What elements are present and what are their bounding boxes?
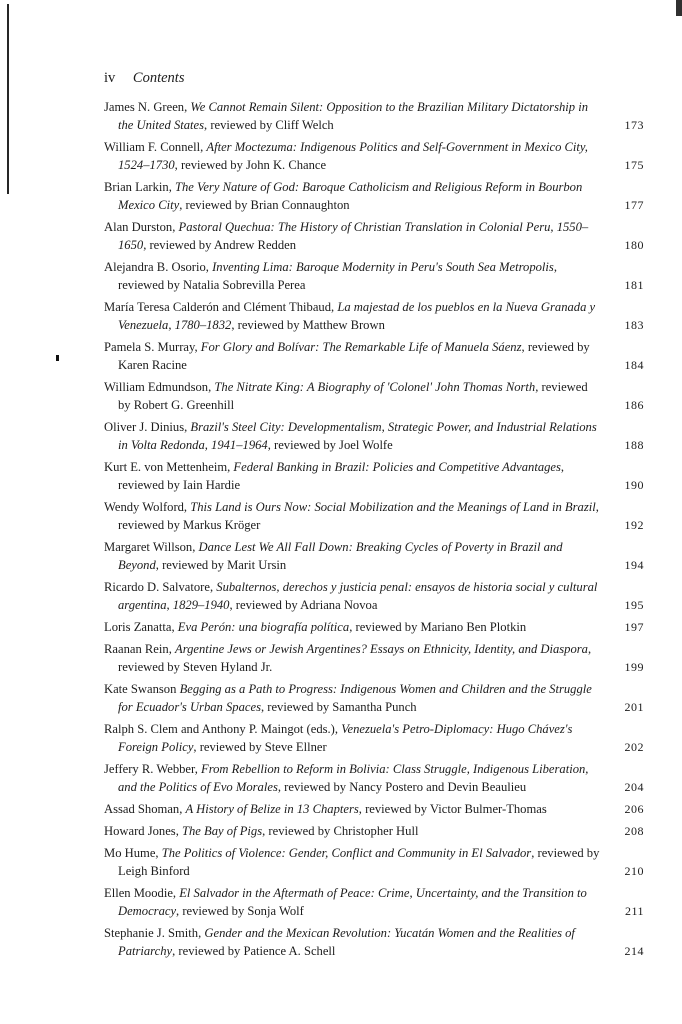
entry-author: Ralph S. Clem and Anthony P. Maingot (eds.), xyxy=(104,722,342,736)
entry-author: Alan Durston, xyxy=(104,220,179,234)
entry-page-number: 204 xyxy=(624,780,644,794)
entry-author: Loris Zanatta, xyxy=(104,620,178,634)
entry-book-title: El Salvador in the Aftermath of Peace: Crime, Uncertainty, and the Transition to Democracy xyxy=(118,886,587,918)
entry-author: Kate Swanson xyxy=(104,682,180,696)
entry-author: Ellen Moodie, xyxy=(104,886,180,900)
toc-entry-text xyxy=(104,924,644,960)
entry-book-title: This Land is Ours Now: Social Mobilization and the Meanings of Land in Brazil xyxy=(190,500,596,514)
toc-entry xyxy=(104,138,644,174)
entry-author: María Teresa Calderón and Clément Thibaud, xyxy=(104,300,338,314)
toc-entry-text xyxy=(104,138,644,174)
toc-entry-text xyxy=(104,578,644,614)
toc-entry-text xyxy=(104,618,644,636)
entry-book-title: From Rebellion to Reform in Bolivia: Class Struggle, Indigenous Liberation, and the Politics of Evo Morales xyxy=(118,762,589,794)
toc-entry xyxy=(104,578,644,614)
entry-reviewer: , reviewed by Matthew Brown xyxy=(231,318,385,332)
entry-page-number: 195 xyxy=(624,598,644,612)
entry-book-title: Argentine Jews or Jewish Argentines? Essays on Ethnicity, Identity, and Diaspora xyxy=(175,642,588,656)
toc-entry xyxy=(104,800,644,818)
scan-speck xyxy=(56,355,59,361)
toc-entry-text xyxy=(104,822,644,840)
entry-page-number: 175 xyxy=(624,158,644,172)
entry-reviewer: , reviewed by Karen Racine xyxy=(118,340,590,372)
entry-author: Jeffery R. Webber, xyxy=(104,762,201,776)
toc-entry xyxy=(104,680,644,716)
entry-reviewer: , reviewed by Marit Ursin xyxy=(155,558,287,572)
toc-entry xyxy=(104,458,644,494)
entry-book-title: The Bay of Pigs xyxy=(182,824,263,838)
entry-page-number: 206 xyxy=(624,802,644,816)
entry-reviewer: , reviewed by Brian Connaughton xyxy=(179,198,350,212)
toc-entry xyxy=(104,884,644,920)
toc-entry xyxy=(104,760,644,796)
entry-page-number: 184 xyxy=(624,358,644,372)
entry-author: Stephanie J. Smith, xyxy=(104,926,205,940)
entry-reviewer: , reviewed by Steven Hyland Jr. xyxy=(118,642,592,674)
entry-author: Raanan Rein, xyxy=(104,642,175,656)
scan-edge-left xyxy=(7,4,9,194)
toc-entry-text xyxy=(104,538,644,574)
scan-edge-corner xyxy=(676,0,682,16)
page-folio: iv xyxy=(104,70,116,86)
entry-author: Oliver J. Dinius, xyxy=(104,420,191,434)
entry-author: Howard Jones, xyxy=(104,824,182,838)
entry-page-number: 201 xyxy=(624,700,644,714)
entry-book-title: Pastoral Quechua: The History of Christian Translation in Colonial Peru, 1550–1650 xyxy=(118,220,589,252)
entry-book-title: For Glory and Bolívar: The Remarkable Life of Manuela Sáenz xyxy=(200,340,522,354)
entry-page-number: 210 xyxy=(624,864,644,878)
entry-page-number: 180 xyxy=(624,238,644,252)
entry-author: Assad Shoman, xyxy=(104,802,186,816)
entry-author: James N. Green, xyxy=(104,100,191,114)
toc-entry-text xyxy=(104,760,644,796)
toc-entry xyxy=(104,178,644,214)
entry-book-title: La majestad de los pueblos en la Nueva Granada y Venezuela, 1780–1832 xyxy=(118,300,596,332)
entry-page-number: 181 xyxy=(624,278,644,292)
entry-author: Mo Hume, xyxy=(104,846,162,860)
entry-reviewer: , reviewed by Samantha Punch xyxy=(260,700,417,714)
entry-author: Margaret Willson, xyxy=(104,540,199,554)
toc-entry xyxy=(104,338,644,374)
entry-author: Pamela S. Murray, xyxy=(104,340,201,354)
toc-entry xyxy=(104,538,644,574)
entry-page-number: 177 xyxy=(624,198,644,212)
entry-reviewer: , reviewed by Natalia Sobrevilla Perea xyxy=(118,260,557,292)
entry-page-number: 208 xyxy=(624,824,644,838)
toc-entry-text xyxy=(104,800,644,818)
toc-entry xyxy=(104,298,644,334)
entry-book-title: Subalternos, derechos y justicia penal: ensayos de historia social y cultural argentina, 1829–1940 xyxy=(118,580,598,612)
toc-entry-text xyxy=(104,258,644,294)
entry-book-title: Eva Perón: una biografía política xyxy=(177,620,350,634)
toc-entry xyxy=(104,98,644,134)
entry-reviewer: , reviewed by Christopher Hull xyxy=(262,824,419,838)
entry-book-title: Gender and the Mexican Revolution: Yucatán Women and the Realities of Patriarchy xyxy=(118,926,575,958)
entry-reviewer: , reviewed by Leigh Binford xyxy=(118,846,600,878)
toc-entry-text xyxy=(104,378,644,414)
toc-entry-text xyxy=(104,418,644,454)
entry-reviewer: , reviewed by Joel Wolfe xyxy=(267,438,393,452)
entry-reviewer: , reviewed by Mariano Ben Plotkin xyxy=(349,620,527,634)
toc-entry-text xyxy=(104,680,644,716)
toc-entry xyxy=(104,720,644,756)
entry-reviewer: , reviewed by Iain Hardie xyxy=(118,460,565,492)
running-title: Contents xyxy=(132,70,185,86)
entry-reviewer: , reviewed by Cliff Welch xyxy=(204,118,334,132)
entry-reviewer: , reviewed by Sonja Wolf xyxy=(176,904,304,918)
entry-page-number: 173 xyxy=(624,118,644,132)
entry-book-title: Federal Banking in Brazil: Policies and Competitive Advantages xyxy=(233,460,561,474)
entry-author: Ricardo D. Salvatore, xyxy=(104,580,217,594)
entry-book-title: We Cannot Remain Silent: Opposition to the Brazilian Military Dictatorship in the United States xyxy=(118,100,589,132)
toc-entry-text xyxy=(104,458,644,494)
toc-entry-text xyxy=(104,338,644,374)
entry-page-number: 202 xyxy=(624,740,644,754)
running-header xyxy=(104,70,184,87)
entry-page-number: 214 xyxy=(624,944,644,958)
entry-reviewer: , reviewed by Steve Ellner xyxy=(193,740,327,754)
entry-book-title: A History of Belize in 13 Chapters xyxy=(185,802,359,816)
entry-author: William Edmundson, xyxy=(104,380,215,394)
entry-author: Kurt E. von Mettenheim, xyxy=(104,460,234,474)
entry-book-title: After Moctezuma: Indigenous Politics and Self-Government in Mexico City, 1524–1730 xyxy=(118,140,588,172)
entry-author: Alejandra B. Osorio, xyxy=(104,260,213,274)
toc-entry-text xyxy=(104,884,644,920)
entry-reviewer: , reviewed by John K. Chance xyxy=(174,158,327,172)
entry-page-number: 199 xyxy=(624,660,644,674)
contents-list xyxy=(104,98,644,964)
entry-reviewer: , reviewed by Patience A. Schell xyxy=(172,944,336,958)
toc-entry xyxy=(104,218,644,254)
entry-page-number: 197 xyxy=(624,620,644,634)
toc-entry xyxy=(104,618,644,636)
entry-author: Wendy Wolford, xyxy=(104,500,191,514)
toc-entry-text xyxy=(104,498,644,534)
entry-book-title: Brazil's Steel City: Developmentalism, Strategic Power, and Industrial Relations in Volta Redonda, 1941–1964 xyxy=(118,420,597,452)
toc-entry-text xyxy=(104,720,644,756)
entry-reviewer: , reviewed by Markus Kröger xyxy=(118,500,599,532)
toc-entry-text xyxy=(104,640,644,676)
toc-entry xyxy=(104,844,644,880)
entry-reviewer: , reviewed by Nancy Postero and Devin Beaulieu xyxy=(277,780,527,794)
entry-book-title: The Nitrate King: A Biography of 'Colonel' John Thomas North xyxy=(214,380,536,394)
entry-page-number: 188 xyxy=(624,438,644,452)
toc-entry-text xyxy=(104,218,644,254)
toc-entry-text xyxy=(104,844,644,880)
entry-book-title: The Politics of Violence: Gender, Conflict and Community in El Salvador xyxy=(161,846,532,860)
toc-entry xyxy=(104,258,644,294)
entry-book-title: Dance Lest We All Fall Down: Breaking Cycles of Poverty in Brazil and Beyond xyxy=(118,540,563,572)
toc-entry xyxy=(104,378,644,414)
entry-author: Brian Larkin, xyxy=(104,180,175,194)
entry-author: William F. Connell, xyxy=(104,140,207,154)
entry-page-number: 183 xyxy=(624,318,644,332)
toc-entry xyxy=(104,498,644,534)
toc-entry xyxy=(104,640,644,676)
toc-entry-text xyxy=(104,298,644,334)
toc-entry-text xyxy=(104,178,644,214)
entry-reviewer: , reviewed by Robert G. Greenhill xyxy=(118,380,588,412)
entry-book-title: Inventing Lima: Baroque Modernity in Peru's South Sea Metropolis xyxy=(212,260,554,274)
entry-book-title: Begging as a Path to Progress: Indigenous Women and Children and the Struggle for Ecuador's Urban Spaces xyxy=(118,682,592,714)
toc-entry xyxy=(104,418,644,454)
toc-entry xyxy=(104,924,644,960)
entry-reviewer: , reviewed by Andrew Redden xyxy=(143,238,297,252)
entry-reviewer: , reviewed by Adriana Novoa xyxy=(229,598,378,612)
entry-page-number: 194 xyxy=(624,558,644,572)
entry-reviewer: , reviewed by Victor Bulmer-Thomas xyxy=(358,802,547,816)
entry-book-title: Venezuela's Petro-Diplomacy: Hugo Chávez's Foreign Policy xyxy=(118,722,573,754)
entry-page-number: 186 xyxy=(624,398,644,412)
entry-page-number: 190 xyxy=(624,478,644,492)
entry-page-number: 192 xyxy=(624,518,644,532)
toc-entry xyxy=(104,822,644,840)
entry-book-title: The Very Nature of God: Baroque Catholicism and Religious Reform in Bourbon Mexico City xyxy=(118,180,583,212)
toc-entry-text xyxy=(104,98,644,134)
entry-page-number: 211 xyxy=(624,904,644,918)
